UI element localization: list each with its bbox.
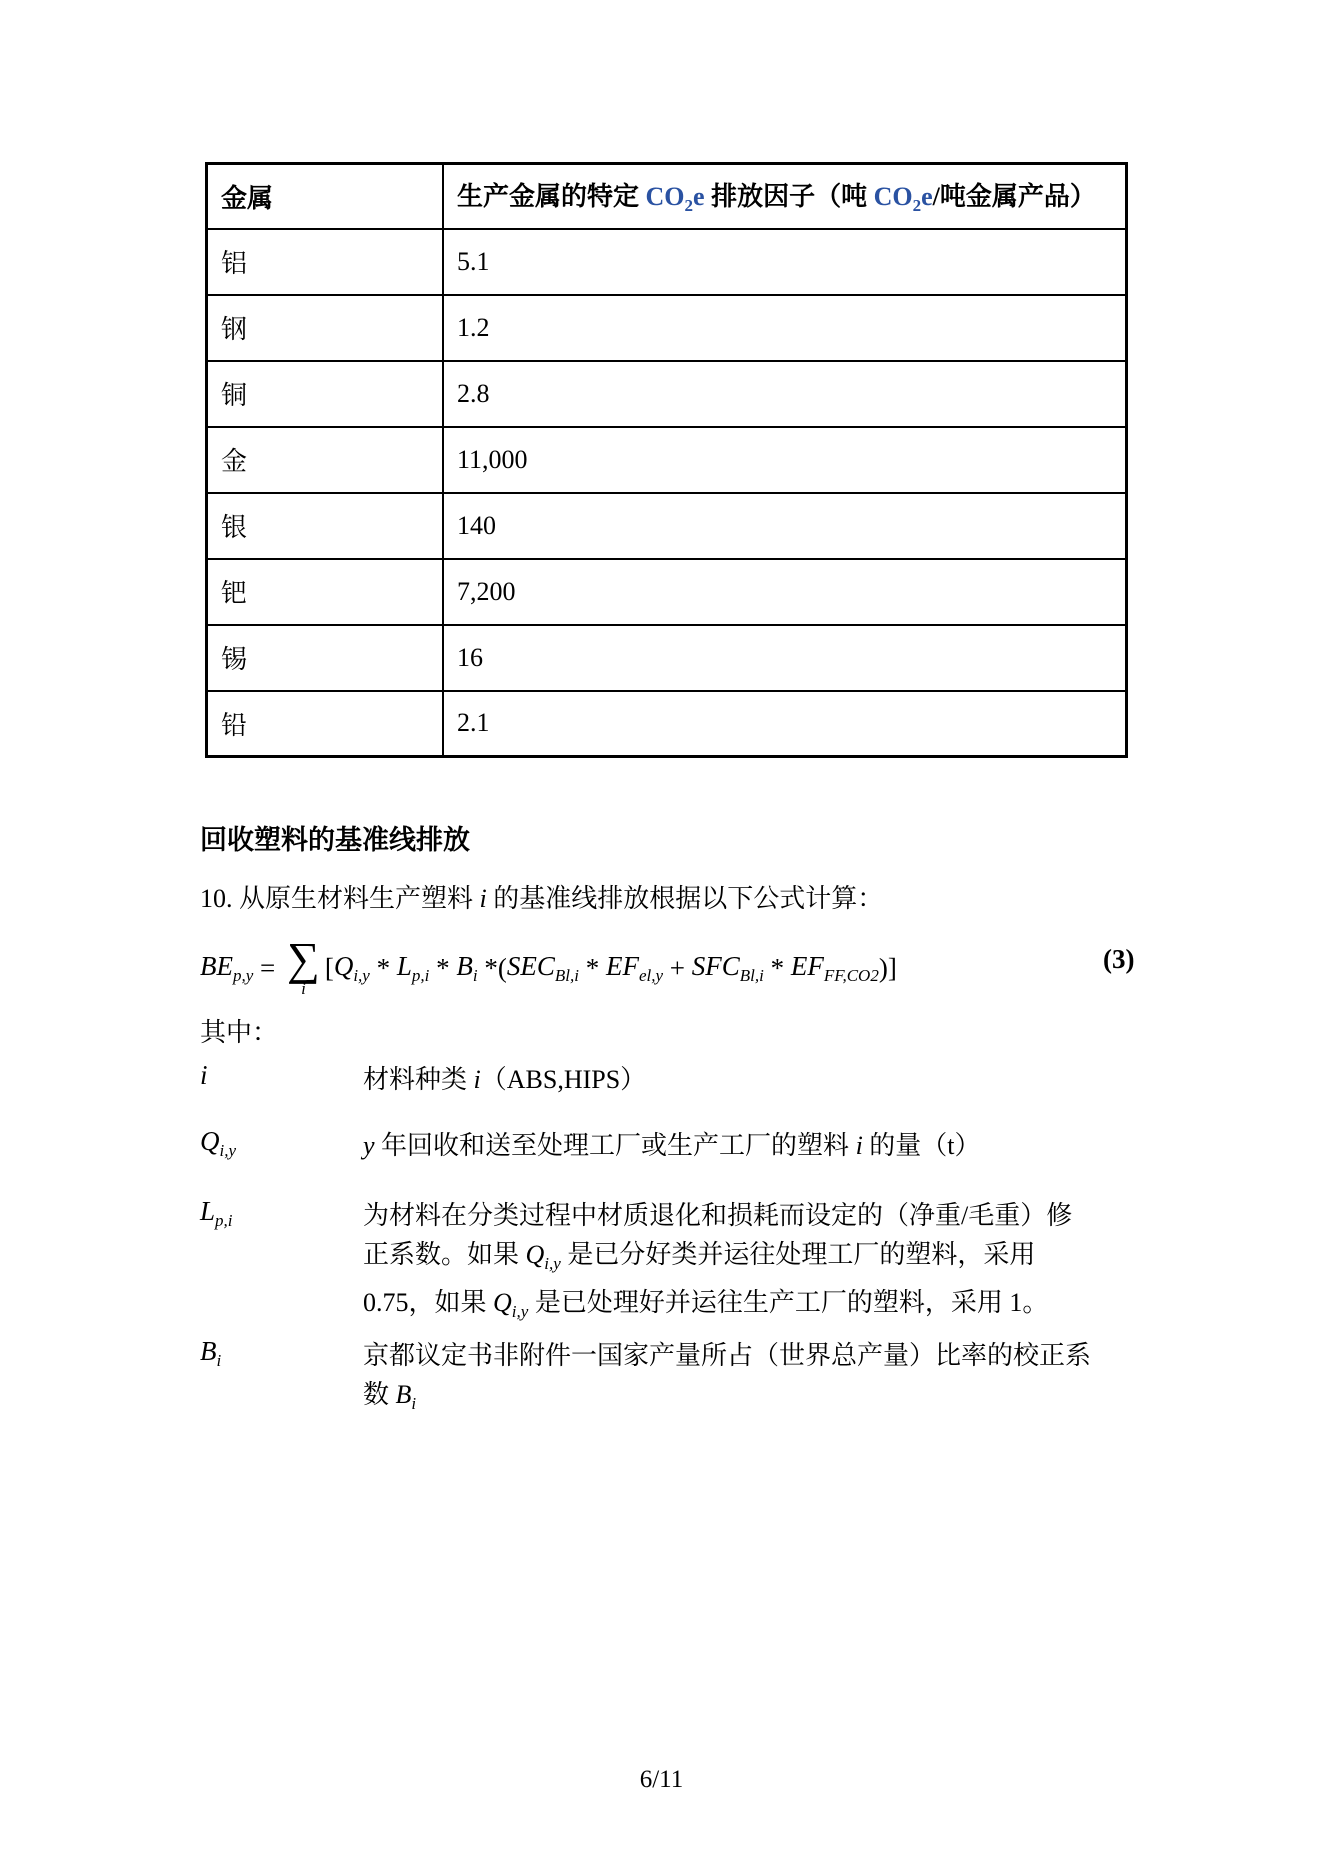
definition-term xyxy=(200,1060,208,1091)
page-number: 6/11 xyxy=(639,1766,684,1793)
var-subscript: p,y xyxy=(233,965,254,985)
table-row xyxy=(207,229,1127,295)
var-subscript: i xyxy=(472,965,478,985)
var-base: BE xyxy=(200,950,233,981)
metal-cell: 钢 xyxy=(207,295,444,361)
text-run: 是已分好类并运往处理工厂的塑料，采用 xyxy=(560,1240,1036,1269)
factor-cell: 2.1 xyxy=(443,691,1127,757)
table-row xyxy=(207,691,1127,757)
description-line xyxy=(363,1235,1153,1283)
metal-column-header: 金属 xyxy=(207,164,444,229)
description-line xyxy=(363,1336,1153,1375)
var-base: Q xyxy=(525,1240,545,1269)
var-subscript: p,i xyxy=(215,1211,233,1230)
factor-cell: 11,000 xyxy=(443,427,1127,493)
text-run: （ABS,HIPS） xyxy=(480,1065,647,1094)
sum-index: i xyxy=(301,979,306,999)
paragraph-10 xyxy=(200,878,883,915)
table-row xyxy=(207,361,1127,427)
math-variable xyxy=(606,951,663,986)
math-variable xyxy=(395,1380,417,1413)
var-subscript: i,y xyxy=(353,965,370,985)
var-base: B xyxy=(395,1380,412,1409)
description-line xyxy=(363,1126,1153,1165)
math-variable xyxy=(334,951,370,986)
definition-description xyxy=(363,1196,1153,1331)
definition-description xyxy=(363,1336,1153,1423)
metal-cell: 金 xyxy=(207,427,444,493)
factor-header-text: 排放因子（吨 xyxy=(704,182,874,212)
text-run: 10. 从原生材料生产塑料 xyxy=(200,884,480,913)
text-run: 材料种类 xyxy=(363,1065,474,1094)
metal-cell: 铜 xyxy=(207,361,444,427)
math-variable xyxy=(200,951,253,986)
equation-3 xyxy=(200,922,897,1014)
var-subscript: i,y xyxy=(511,1302,529,1321)
definition-term xyxy=(200,1196,233,1231)
var-subscript: Bl,i xyxy=(554,965,579,985)
var-subscript: Bl,i xyxy=(739,965,764,985)
math-variable xyxy=(456,951,477,986)
text-run: 的量（t） xyxy=(862,1131,981,1160)
math-variable xyxy=(493,1288,529,1321)
text-run: *( xyxy=(477,952,507,983)
table-row xyxy=(207,625,1127,691)
var-base: L xyxy=(396,950,412,981)
math-variable xyxy=(397,951,430,986)
definition-term xyxy=(200,1336,221,1371)
math-variable xyxy=(507,951,579,986)
text-run: 数 xyxy=(363,1380,396,1409)
math-variable xyxy=(791,951,879,986)
metal-cell: 银 xyxy=(207,493,444,559)
definition-description xyxy=(363,1060,1153,1099)
description-line xyxy=(363,1060,1153,1099)
var-base: SFC xyxy=(691,950,740,981)
math-variable xyxy=(692,951,764,986)
inline-variable: i xyxy=(473,1065,481,1094)
inline-variable: i xyxy=(479,884,487,913)
math-variable xyxy=(200,1060,208,1090)
description-line xyxy=(363,1196,1153,1235)
table-row xyxy=(207,295,1127,361)
co2e-emission-factors-table xyxy=(205,162,1128,758)
var-base: SEC xyxy=(506,950,555,981)
var-base: Q xyxy=(493,1288,512,1317)
text-run: [ xyxy=(324,952,334,983)
var-subscript: p,i xyxy=(411,965,430,985)
table-row xyxy=(207,427,1127,493)
text-run: + xyxy=(663,952,692,983)
math-variable xyxy=(525,1240,561,1273)
factor-cell: 1.2 xyxy=(443,295,1127,361)
text-run: * xyxy=(763,952,791,983)
var-subscript: i,y xyxy=(219,1141,237,1160)
sum-operator xyxy=(287,932,320,999)
text-run: 0.75，如果 xyxy=(363,1288,494,1317)
definition-description xyxy=(363,1126,1153,1165)
table-row xyxy=(207,493,1127,559)
text-run: 为材料在分类过程中材质退化和损耗而设定的（净重/毛重）修 xyxy=(363,1201,1073,1230)
table-header xyxy=(207,164,1127,229)
text-run: * xyxy=(429,952,457,983)
text-run: 年回收和送至处理工厂或生产工厂的塑料 xyxy=(374,1131,856,1160)
var-subscript: el,y xyxy=(638,965,664,985)
description-line xyxy=(363,1283,1153,1331)
var-base: EF xyxy=(605,950,639,981)
where-label: 其中： xyxy=(200,1018,279,1047)
var-base: B xyxy=(200,1336,217,1366)
factor-cell: 7,200 xyxy=(443,559,1127,625)
sigma-symbol: ∑ xyxy=(287,932,320,984)
table-header-row xyxy=(207,164,1127,229)
factor-cell: 5.1 xyxy=(443,229,1127,295)
description-line xyxy=(363,1375,1153,1423)
factor-column-header xyxy=(443,164,1127,229)
text-run: 正系数。如果 xyxy=(363,1240,526,1269)
definition-term xyxy=(200,1126,236,1161)
text-run: )] xyxy=(878,952,897,983)
var-base: Q xyxy=(333,950,354,981)
metal-cell: 锡 xyxy=(207,625,444,691)
text-run: * xyxy=(578,952,606,983)
factor-cell: 2.8 xyxy=(443,361,1127,427)
section-heading: 回收塑料的基准线排放 xyxy=(200,825,470,855)
math-variable xyxy=(200,1336,222,1370)
var-base: EF xyxy=(790,950,824,981)
co2e-label: $CO_2e$ xyxy=(645,182,705,216)
text-run: 京都议定书非附件一国家产量所占（世界总产量）比率的校正系 xyxy=(363,1341,1092,1370)
text-run: = xyxy=(253,952,283,983)
var-subscript: i xyxy=(216,1351,222,1370)
metal-cell: 铝 xyxy=(207,229,444,295)
math-variable xyxy=(200,1126,237,1160)
metal-cell: 钯 xyxy=(207,559,444,625)
var-subscript: FF,CO2 xyxy=(823,965,879,985)
var-subscript: i xyxy=(411,1394,417,1413)
inline-variable: i xyxy=(855,1131,863,1160)
var-base: L xyxy=(200,1196,216,1226)
metal-cell: 铅 xyxy=(207,691,444,757)
math-variable xyxy=(200,1196,233,1230)
metals-table-body xyxy=(207,229,1127,757)
factor-cell: 16 xyxy=(443,625,1127,691)
text-run: 的基准线排放根据以下公式计算： xyxy=(486,884,884,913)
factor-header-text: /吨金属产品） xyxy=(932,182,1096,212)
factor-cell: 140 xyxy=(443,493,1127,559)
var-subscript: i,y xyxy=(544,1254,561,1273)
text-run: 是已处理好并运往生产工厂的塑料，采用 1。 xyxy=(528,1288,1049,1317)
factor-header-text: 生产金属的特定 xyxy=(457,182,646,212)
table-row xyxy=(207,559,1127,625)
equation-number: (3) xyxy=(1103,944,1135,974)
co2e-label: $CO_2e$ xyxy=(873,182,933,216)
var-base: i xyxy=(200,1060,208,1090)
var-base: Q xyxy=(200,1126,220,1156)
text-run: * xyxy=(369,952,397,983)
var-base: B xyxy=(456,950,473,981)
inline-variable: y xyxy=(363,1131,375,1160)
